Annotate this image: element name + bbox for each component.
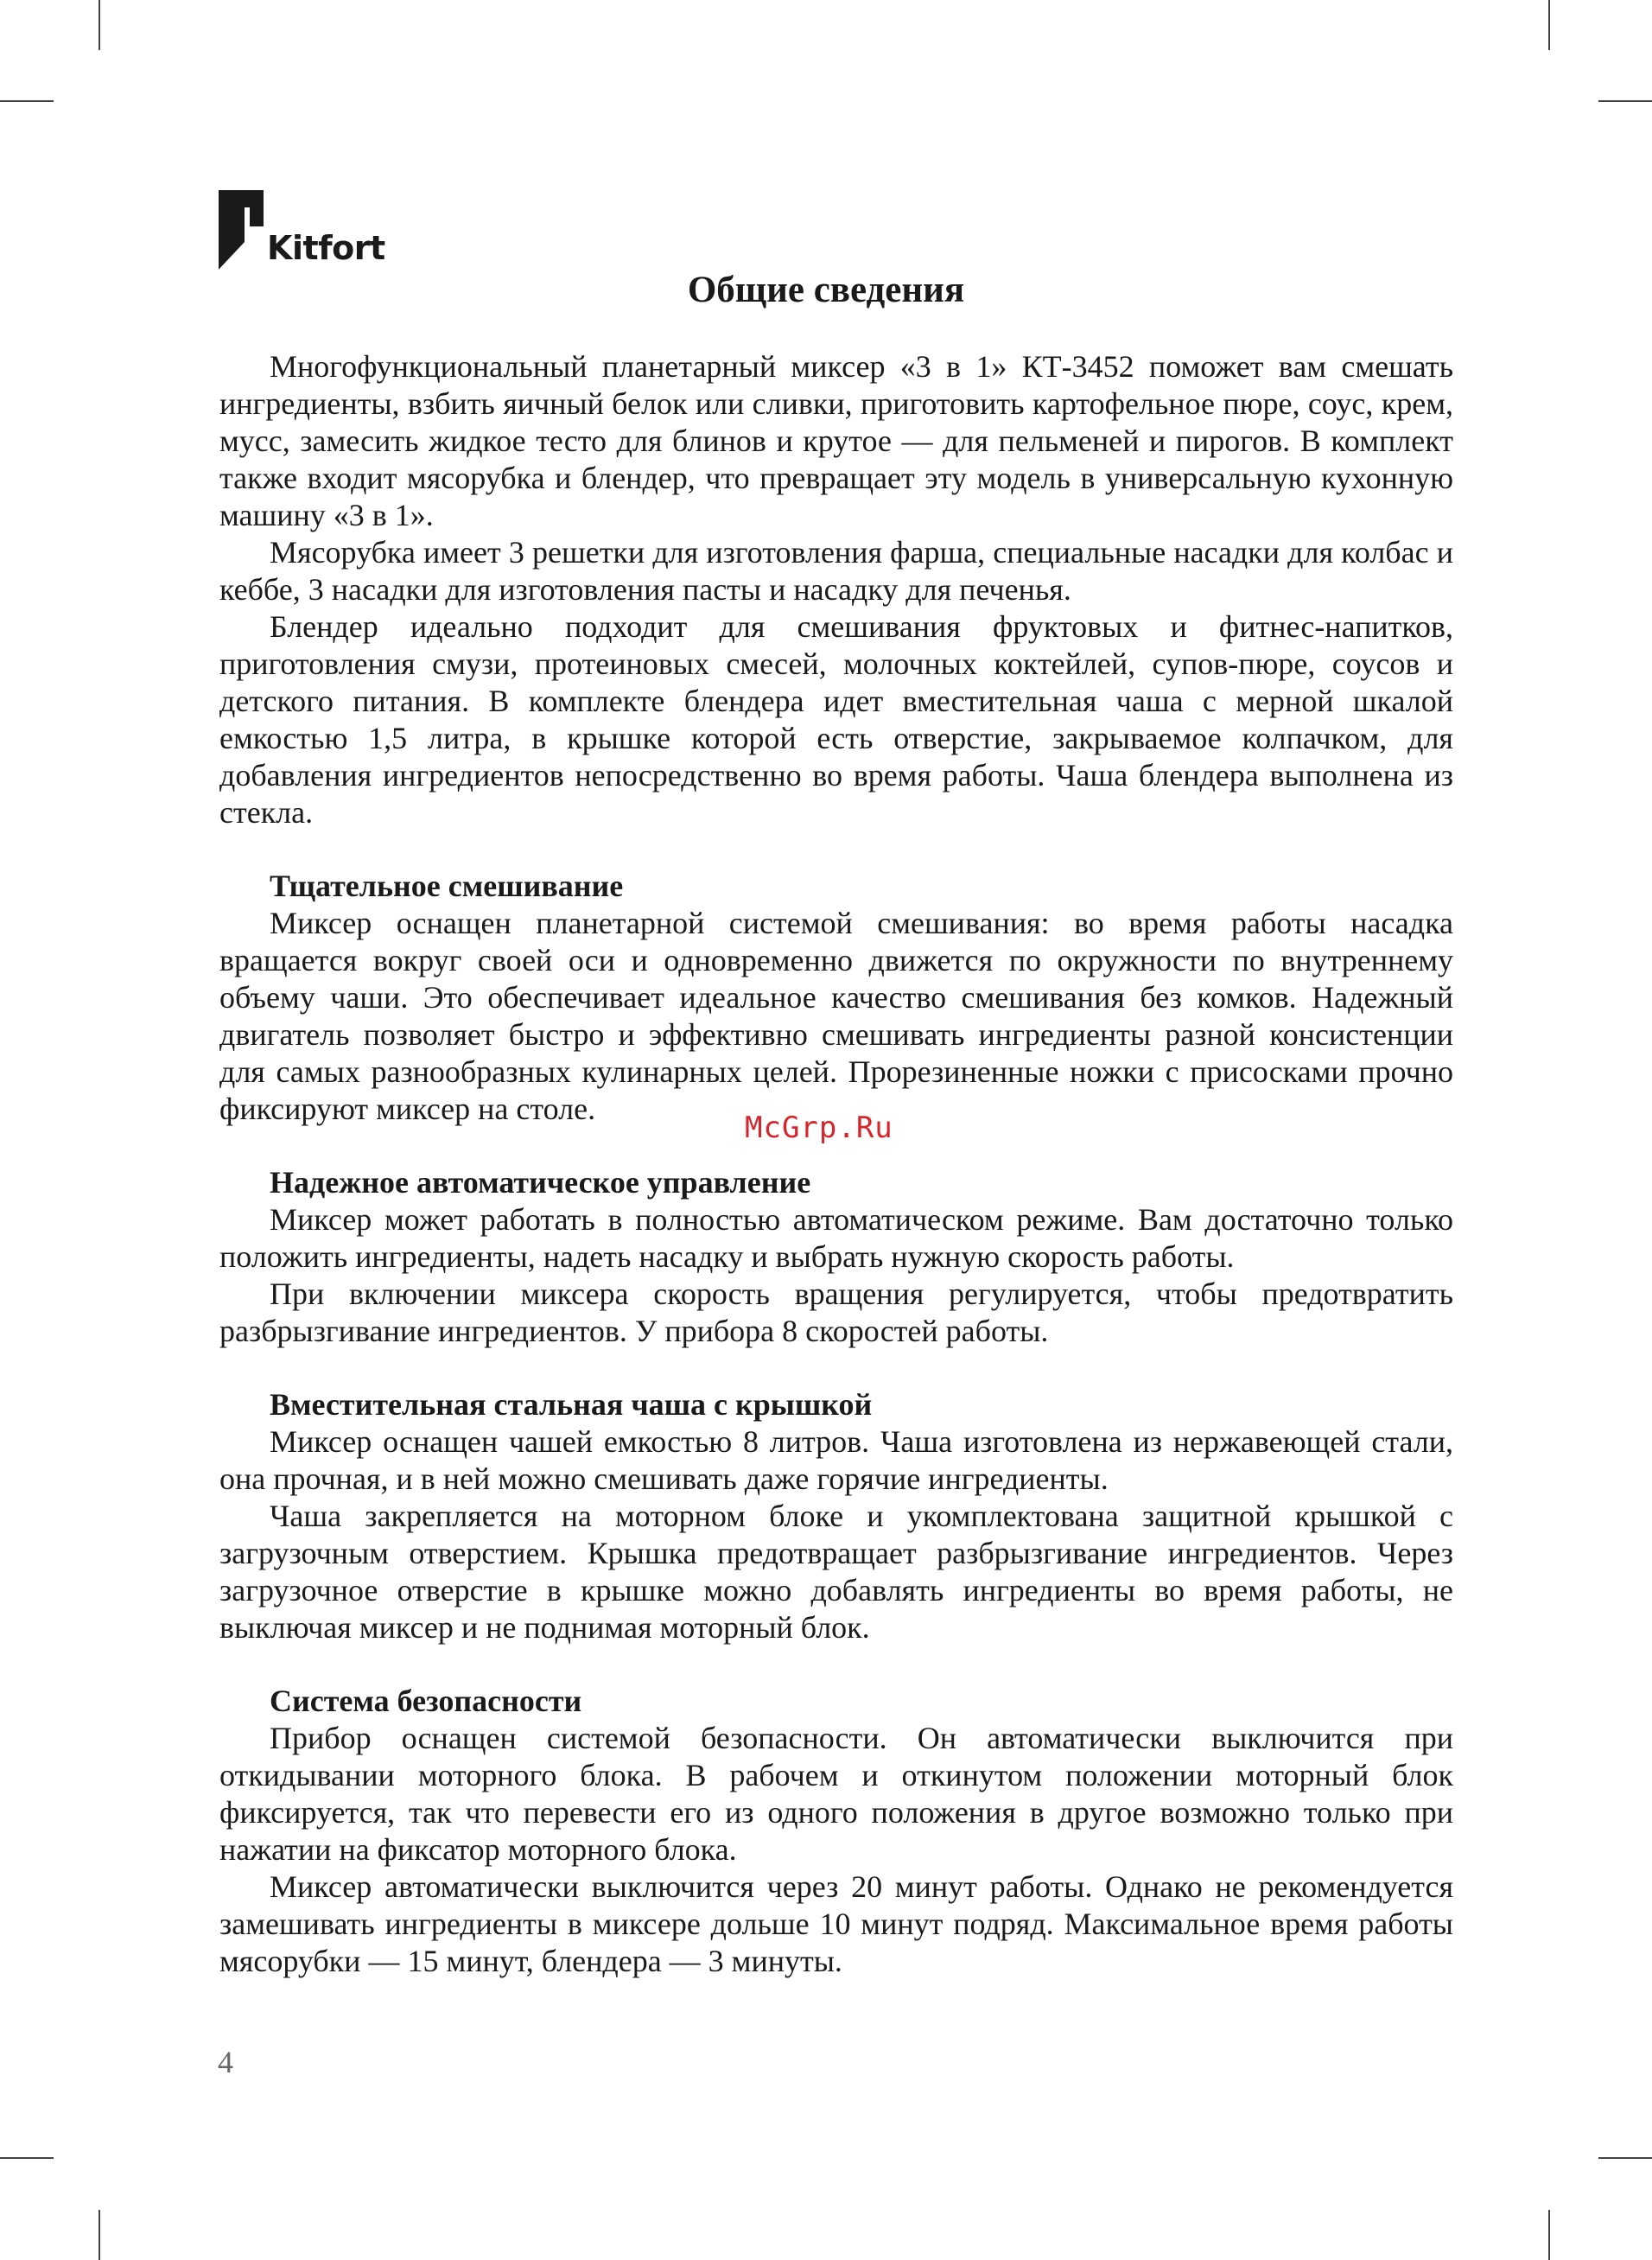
section-paragraph: Миксер оснащен чашей емкостью 8 литров. Чаша изготовлена из нержавеющей стали, она прочная, и в ней можно смешивать даже горячие ингредиенты. xyxy=(219,1424,1453,1496)
section-safety-system xyxy=(219,1683,1453,1980)
page-number: 4 xyxy=(218,2045,233,2079)
section-paragraph: Чаша закрепляется на моторном блоке и укомплектована защитной крышкой с загрузочным отверстием. Крышка предотвращает разбрызгивание ингредиентов. Через загрузочное отверстие в крышке можно добавлять ингредиенты во время работы, не выключая миксер и не поднимая моторный блок. xyxy=(219,1499,1453,1645)
section-heading: Тщательное смешивание xyxy=(270,869,624,903)
section-heading: Вместительная стальная чаша с крышкой xyxy=(270,1387,873,1422)
section-paragraph: Прибор оснащен системой безопасности. Он автоматически выключится при откидывании моторного блока. В рабочем и откинутом положении моторный блок фиксируется, так что перевести его из одного положения в другое возможно только при нажатии на фиксатор моторного блока. xyxy=(219,1721,1453,1867)
section-paragraph: При включении миксера скорость вращения регулируется, чтобы предотвратить разбрызгивание ингредиентов. У прибора 8 скоростей работы. xyxy=(219,1276,1453,1348)
section-heading: Система безопасности xyxy=(270,1684,582,1718)
crop-mark-bottom-left xyxy=(98,2210,100,2260)
section-paragraph: Миксер автоматически выключится через 20 минут работы. Однако не рекомендуется замешивать ингредиенты в миксере дольше 10 минут подряд. Максимальное время работы мясорубки — 15 минут, блендера — 3 минуты. xyxy=(219,1869,1453,1978)
page-title: Общие сведения xyxy=(687,270,965,310)
crop-mark-bottom-right xyxy=(1548,2210,1550,2260)
watermark: McGrp.Ru xyxy=(745,1111,893,1145)
intro xyxy=(219,348,1453,831)
document-body xyxy=(219,348,1453,1980)
intro-paragraph: Многофункциональный планетарный миксер «3 в 1» КТ-3452 поможет вам смешать ингредиенты, взбить яичный белок или сливки, приготовить картофельное пюре, соус, крем, мусс, замесить жидкое тесто для блинов и крутое — для пельменей и пирогов. В комплект также входит мясорубка и блендер, что превращает эту модель в универсальную кухонную машину «3 в 1». xyxy=(219,349,1453,532)
section-paragraph: Миксер может работать в полностью автоматическом режиме. Вам достаточно только положить ингредиенты, надеть насадку и выбрать нужную скорость работы. xyxy=(219,1202,1453,1274)
kitfort-logo xyxy=(219,190,391,273)
kitfort-logo-text: Kitfort xyxy=(267,229,385,267)
crop-mark-top-right xyxy=(1548,0,1550,50)
section-thorough-mixing xyxy=(219,868,1453,1128)
crop-mark-right-bottom xyxy=(1598,2157,1652,2159)
crop-mark-top-left xyxy=(98,0,100,50)
crop-mark-left-top xyxy=(0,100,54,102)
section-steel-bowl xyxy=(219,1386,1453,1646)
section-automatic-control xyxy=(219,1164,1453,1350)
crop-mark-right-top xyxy=(1598,100,1652,102)
crop-mark-left-bottom xyxy=(0,2157,54,2159)
section-heading: Надежное автоматическое управление xyxy=(270,1165,811,1200)
intro-paragraph: Блендер идеально подходит для смешивания фруктовых и фитнес-напитков, приготовления смузи, протеиновых смесей, молочных коктейлей, супов-пюре, соусов и детского питания. В комплекте блендера идет вместительная чаша с мерной шкалой емкостью 1,5 литра, в крышке которой есть отверстие, закрываемое колпачком, для добавления ингредиентов непосредственно во время работы. Чаша блендера выполнена из стекла. xyxy=(219,609,1453,830)
intro-paragraph: Мясорубка имеет 3 решетки для изготовления фарша, специальные насадки для колбас и кеббе, 3 насадки для изготовления пасты и насадку для печенья. xyxy=(219,535,1453,607)
kitfort-logo-icon xyxy=(219,190,264,270)
section-paragraph: Миксер оснащен планетарной системой смешивания: во время работы насадка вращается вокруг своей оси и одновременно движется по окружности по внутреннему объему чаши. Это обеспечивает идеальное качество смешивания без комков. Надежный двигатель позволяет быстро и эффективно смешивать ингредиенты разной консистенции для самых разнообразных кулинарных целей. Прорезиненные ножки с присосками прочно фиксируют миксер на столе. xyxy=(219,906,1453,1126)
